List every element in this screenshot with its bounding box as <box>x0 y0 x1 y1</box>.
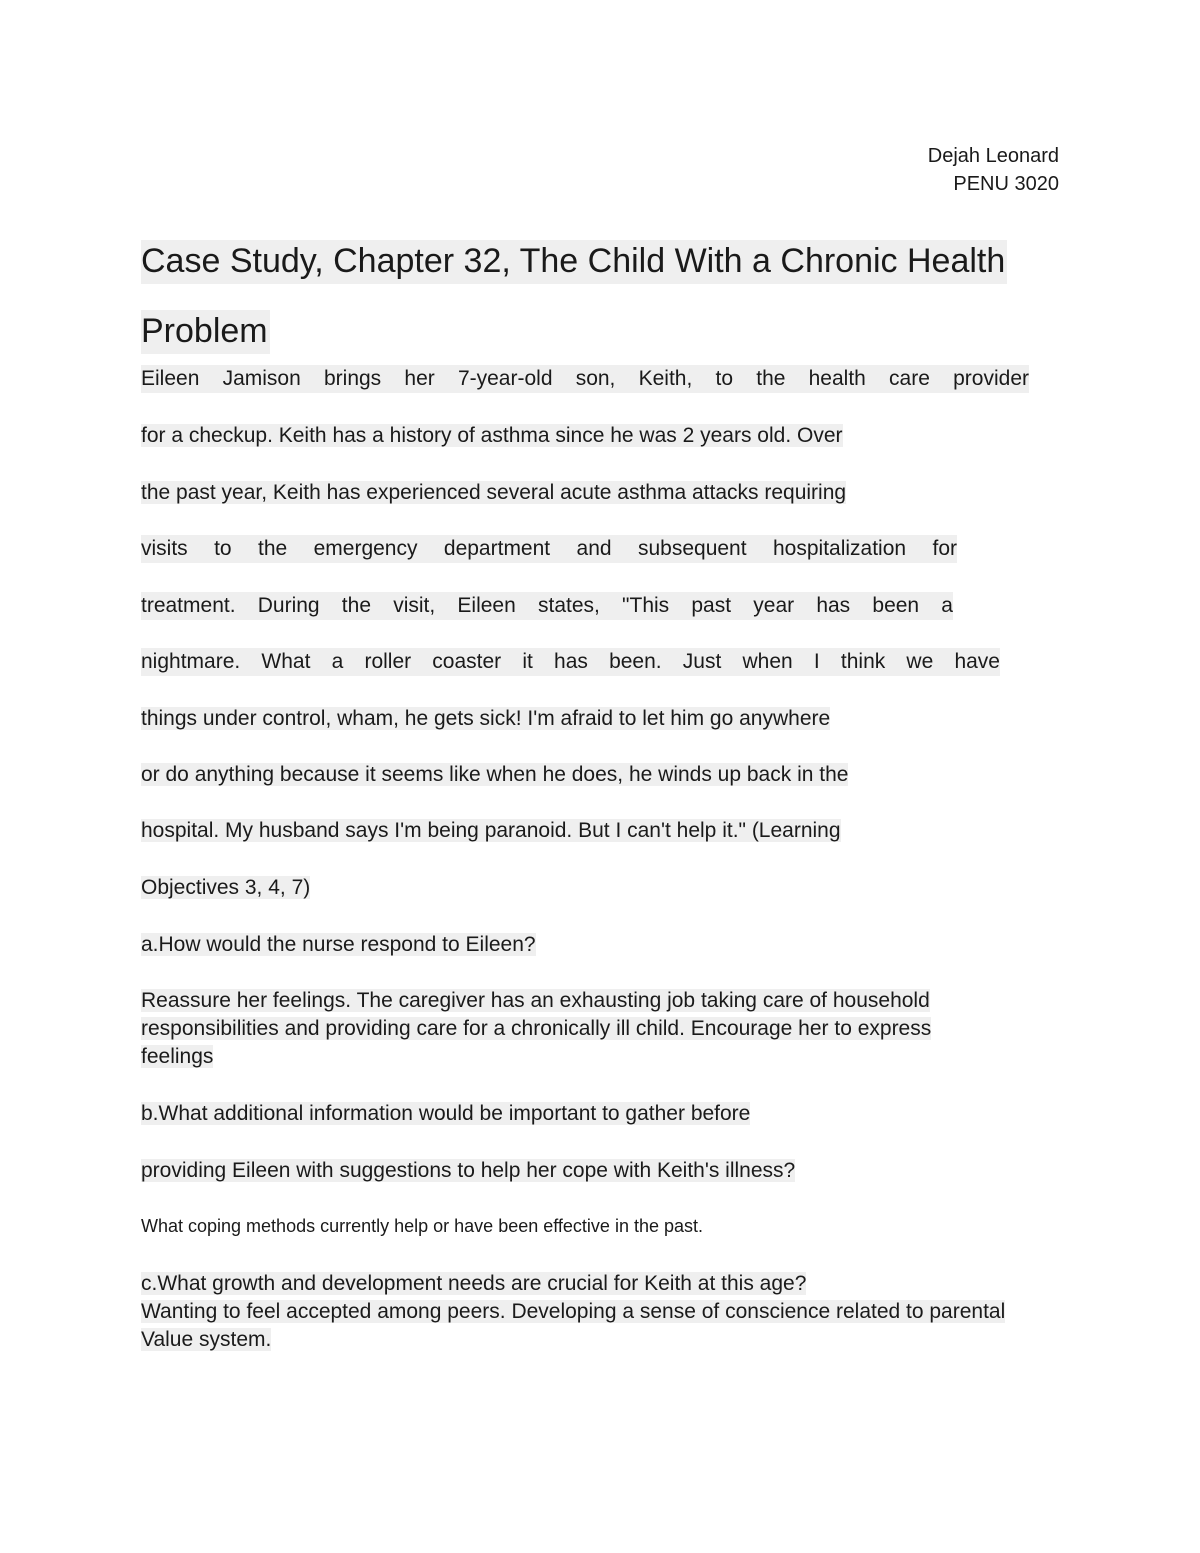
question-c-block <box>141 1270 1161 1354</box>
answer-c-line-2: Value system. <box>141 1328 272 1351</box>
question-c: c.What growth and development needs are crucial for Keith at this age? <box>141 1272 807 1295</box>
case-text-line: things under control, wham, he gets sick! I'm afraid to let him go anywhere <box>141 707 831 730</box>
title-line-2: Problem <box>141 310 270 354</box>
case-text-line: hospital. My husband says I'm being paranoid. But I can't help it." (Learning <box>141 819 841 842</box>
case-text-line: Objectives 3, 4, 7) <box>141 876 311 899</box>
title-line-1: Case Study, Chapter 32, The Child With a Chronic Health <box>141 240 1007 284</box>
author-block <box>928 142 1059 198</box>
author-name: Dejah Leonard <box>927 145 1059 167</box>
document-title <box>141 226 1081 366</box>
case-text-line: visits to the emergency department and subsequent hospitalization for <box>141 535 957 563</box>
case-text-line: nightmare. What a roller coaster it has been. Just when I think we have <box>141 648 1000 676</box>
answer-b: What coping methods currently help or have been effective in the past. <box>141 1216 703 1236</box>
case-text-line: or do anything because it seems like when he does, he winds up back in the <box>141 763 849 786</box>
course-code: PENU 3020 <box>953 173 1059 195</box>
answer-c-line-1: Wanting to feel accepted among peers. Developing a sense of conscience related to parental <box>141 1300 1006 1323</box>
case-text-line: treatment. During the visit, Eileen states, "This past year has been a <box>141 592 953 620</box>
case-text-line: the past year, Keith has experienced several acute asthma attacks requiring <box>141 481 847 504</box>
question-a: a.How would the nurse respond to Eileen? <box>141 933 536 956</box>
question-b-line-2: providing Eileen with suggestions to help her cope with Keith's illness? <box>141 1159 796 1182</box>
question-b-line-1: b.What additional information would be important to gather before <box>141 1102 751 1125</box>
case-text-line: Eileen Jamison brings her 7-year-old son, Keith, to the health care provider <box>141 365 1029 393</box>
answer-a: Reassure her feelings. The caregiver has an exhausting job taking care of household responsibilities and providing care for a chronically ill child. Encourage her to express feelings <box>141 989 932 1068</box>
case-text-line: for a checkup. Keith has a history of asthma since he was 2 years old. Over <box>141 424 843 447</box>
